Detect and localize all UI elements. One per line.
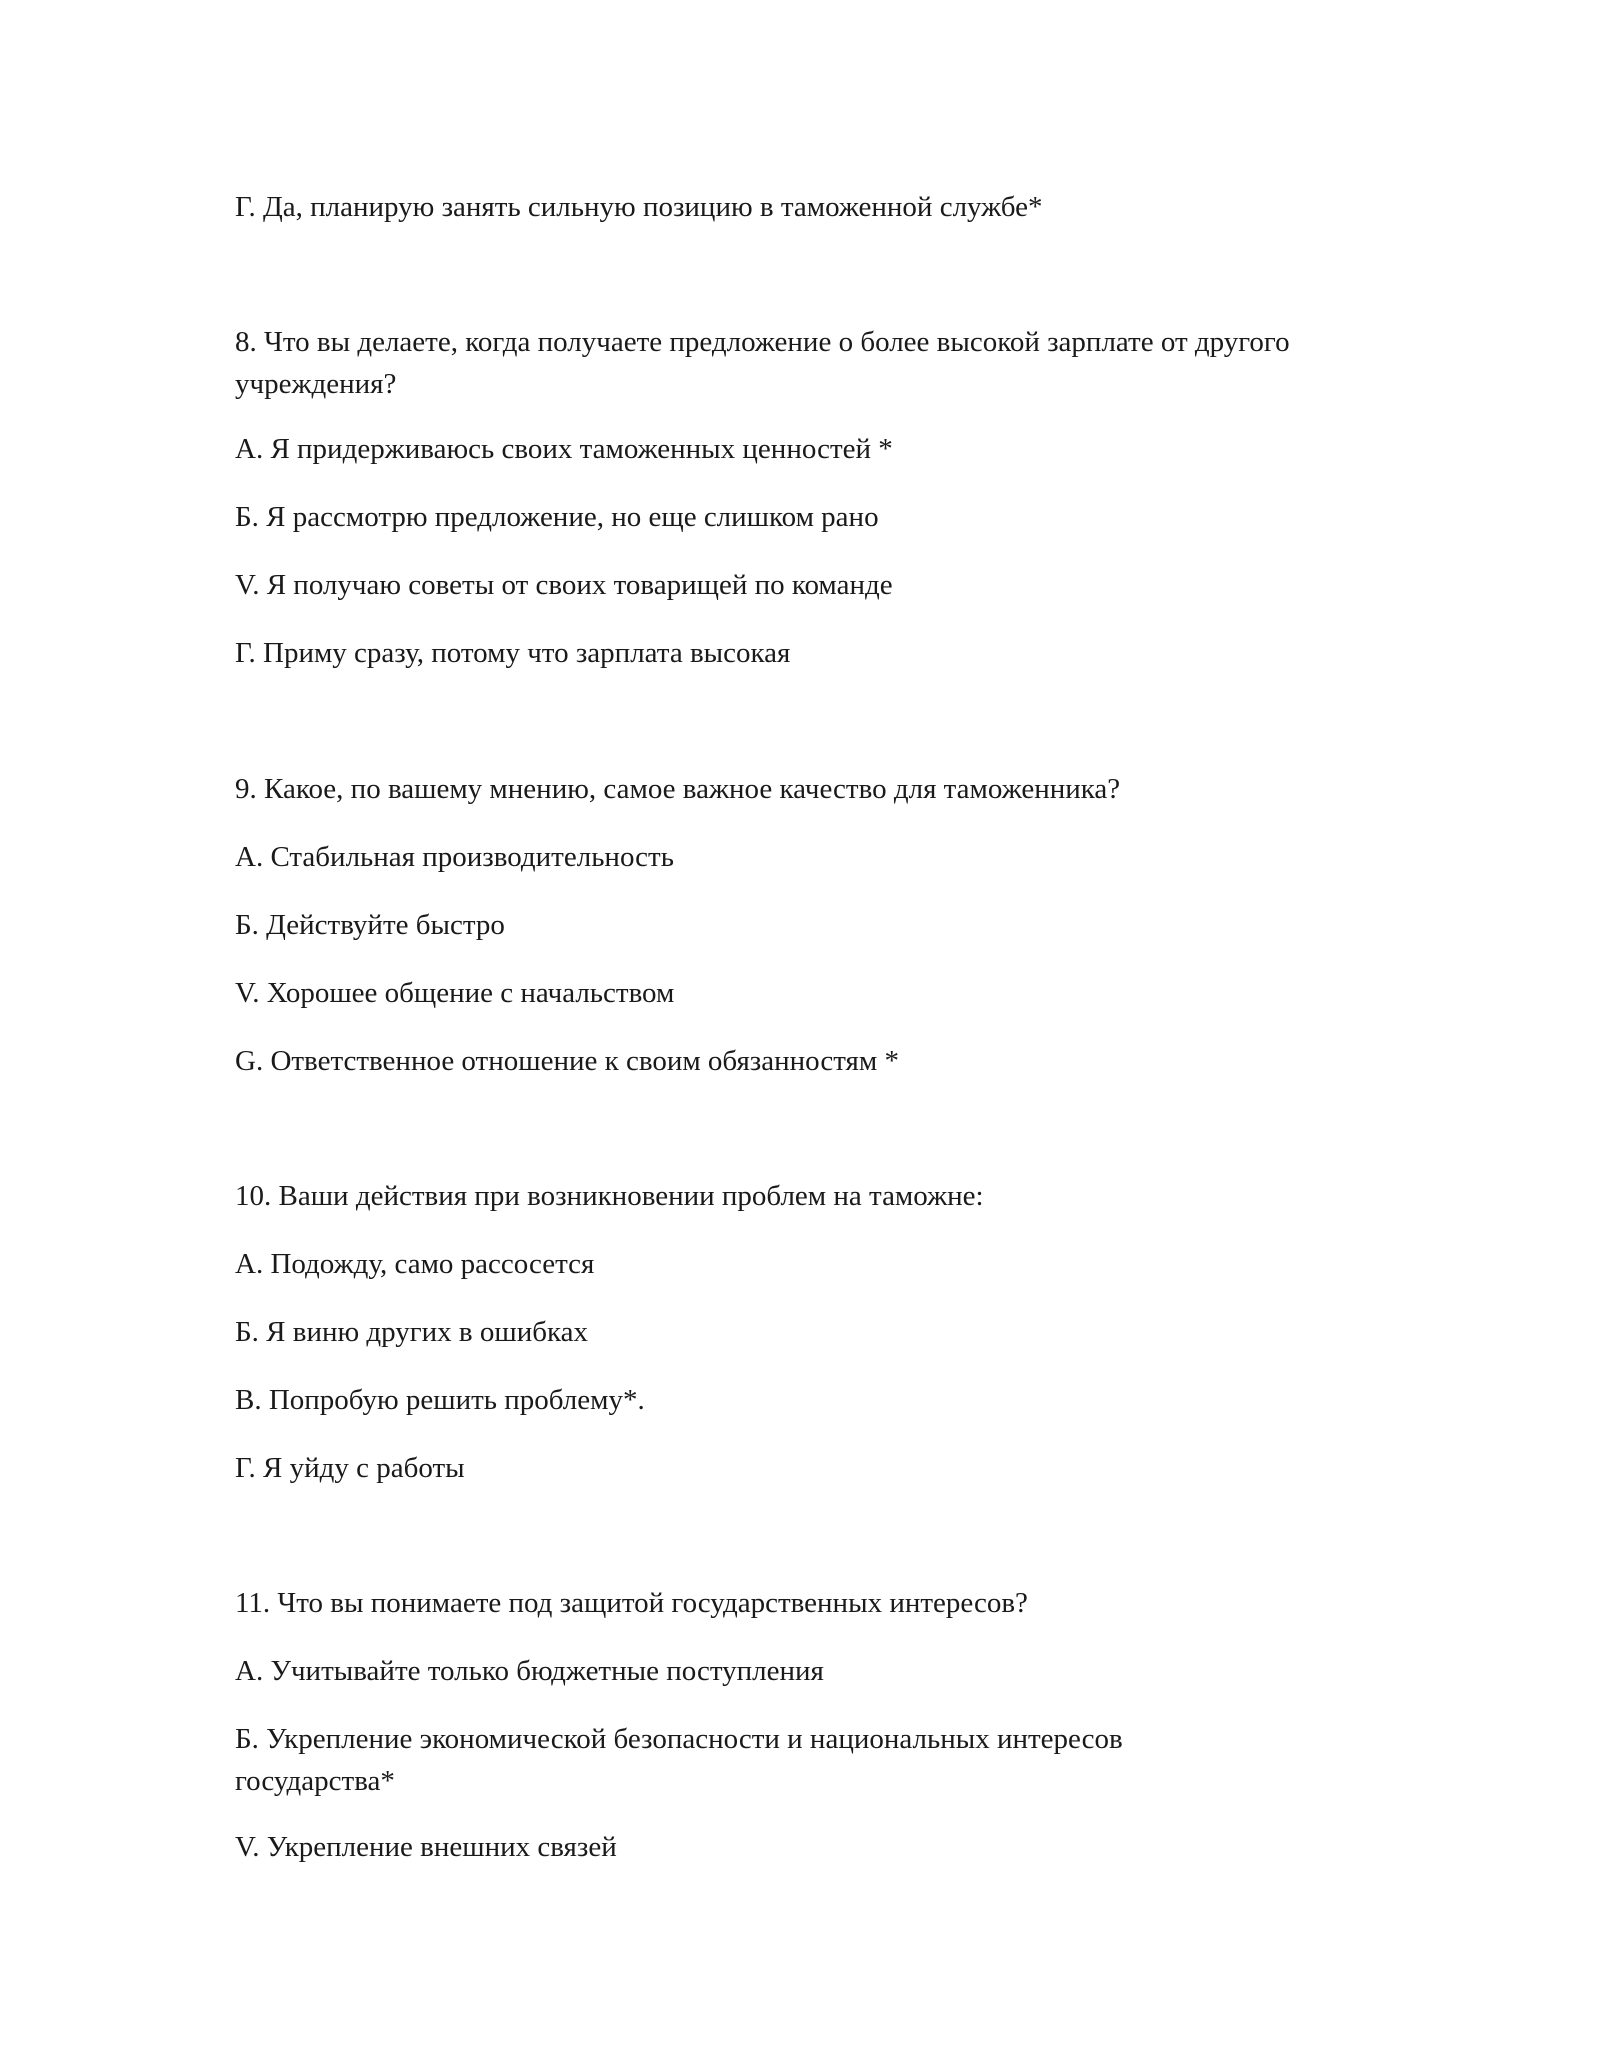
q10-option-c: В. Попробую решить проблему*. xyxy=(235,1384,645,1416)
q10-option-a: А. Подожду, само рассосется xyxy=(235,1248,595,1280)
q11-question: 11. Что вы понимаете под защитой государственных интересов? xyxy=(235,1587,1028,1619)
q9-option-c: V. Хорошее общение с начальством xyxy=(235,977,675,1009)
q10-option-b: Б. Я виню других в ошибках xyxy=(235,1316,588,1348)
q8-question: 8. Что вы делаете, когда получаете предложение о более высокой зарплате от другого учреждения? xyxy=(235,326,1290,400)
q9-option-d: G. Ответственное отношение к своим обязанностям * xyxy=(235,1045,899,1077)
q10-question: 10. Ваши действия при возникновении проблем на таможне: xyxy=(235,1180,984,1212)
q11-option-c: V. Укрепление внешних связей xyxy=(235,1831,617,1863)
q8-option-a: А. Я придерживаюсь своих таможенных ценностей * xyxy=(235,433,893,465)
q8-option-d: Г. Приму сразу, потому что зарплата высокая xyxy=(235,637,791,669)
q10-option-d: Г. Я уйду с работы xyxy=(235,1452,465,1484)
q9-question: 9. Какое, по вашему мнению, самое важное качество для таможенника? xyxy=(235,773,1121,805)
q8-option-b: Б. Я рассмотрю предложение, но еще слишком рано xyxy=(235,501,879,533)
q8-option-c: V. Я получаю советы от своих товарищей по команде xyxy=(235,569,893,601)
q7-option-d: Г. Да, планирую занять сильную позицию в таможенной службе* xyxy=(235,191,1043,223)
q9-option-b: Б. Действуйте быстро xyxy=(235,909,505,941)
q11-option-b: Б. Укрепление экономической безопасности и национальных интересов государства* xyxy=(235,1723,1123,1797)
q11-option-a: А. Учитывайте только бюджетные поступления xyxy=(235,1655,824,1687)
q9-option-a: А. Стабильная производительность xyxy=(235,841,674,873)
